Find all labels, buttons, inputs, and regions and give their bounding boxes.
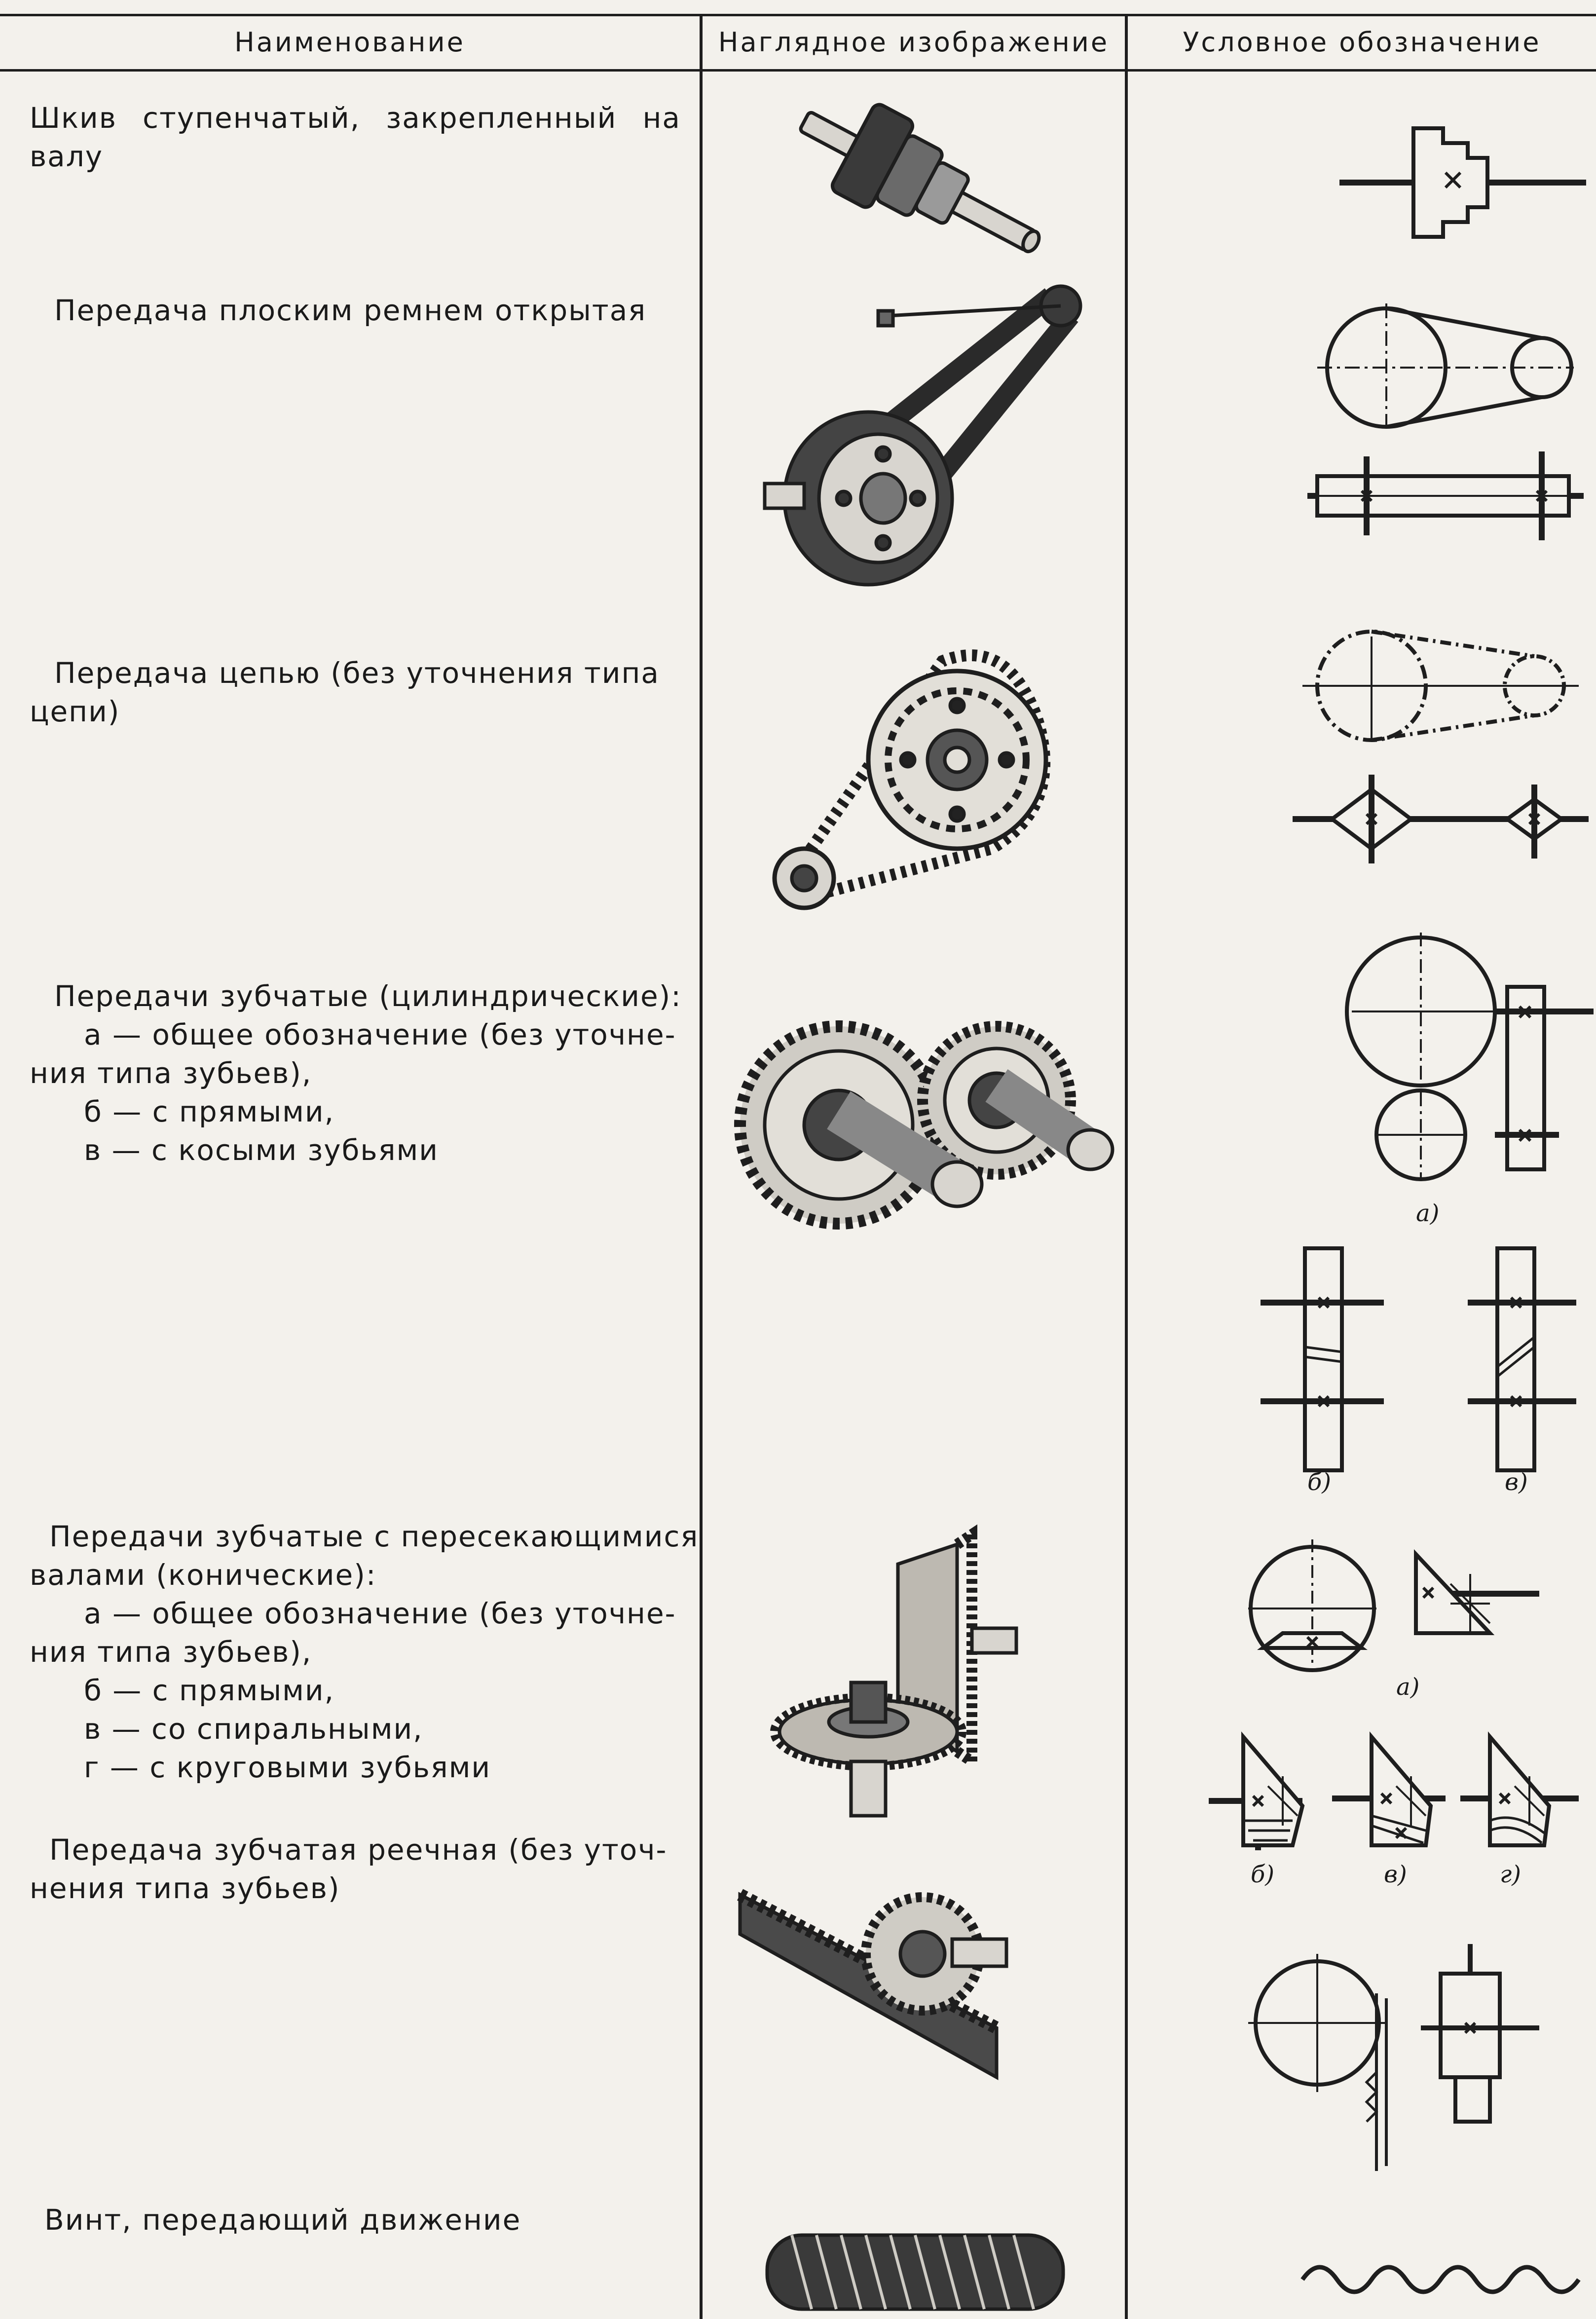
bevel-gears-illustration: [755, 1534, 1031, 1821]
row-stepped-pulley-name: [30, 99, 681, 176]
name-line: Передачи зубчатые с пересекающимися: [49, 1520, 699, 1553]
name-word: Шкив: [30, 101, 117, 135]
bevel-gear-symbol-c: [1332, 1727, 1465, 1890]
flat-belt-symbol: [1307, 303, 1584, 560]
name-line: а — общее обозначение (без уточне-: [84, 1018, 676, 1051]
row-rack-name: [30, 1831, 681, 1908]
name-line: а — общее обозначение (без уточне-: [84, 1597, 676, 1630]
spur-gears-illustration: [725, 962, 1115, 1278]
column-divider-1: [700, 14, 703, 2319]
variant-label-bevel-a: а): [1396, 1673, 1420, 1701]
row-spur-gears-name: [30, 977, 681, 1169]
chain-symbol: [1293, 636, 1589, 878]
stepped-pulley-symbol: [1339, 109, 1586, 257]
variant-label-spur-b: б): [1307, 1468, 1332, 1496]
name-line: г — с круговыми зубьями: [84, 1751, 491, 1784]
variant-label-spur-c: в): [1505, 1468, 1528, 1496]
screw-symbol: [1302, 2250, 1579, 2299]
name-line: б — с прямыми,: [84, 1095, 335, 1128]
name-line: в — с косыми зубьями: [84, 1133, 439, 1167]
row-chain-name: [30, 654, 681, 731]
name-word: на: [642, 101, 681, 135]
name-line: Передача плоским ремнем открытая: [54, 294, 647, 327]
variant-label-bevel-c: в): [1384, 1861, 1407, 1888]
row-bevel-gears-name: [30, 1517, 699, 1787]
bevel-gear-symbol-a: [1233, 1534, 1539, 1712]
header-symbol: Условное обозначение: [1183, 26, 1541, 58]
name-line: ния типа зубьев),: [30, 1635, 312, 1669]
row-screw-name: [30, 2201, 696, 2239]
spur-gear-symbol-b: [1261, 1243, 1384, 1500]
rack-pinion-symbol: [1243, 1924, 1559, 2181]
name-line: ния типа зубьев),: [30, 1056, 312, 1090]
row-flat-belt-name: [30, 291, 705, 330]
flat-belt-illustration: [755, 276, 1090, 582]
name-line: Передачи зубчатые (цилиндрические):: [54, 979, 682, 1013]
name-line: нения типа зубьев): [30, 1871, 340, 1905]
chain-drive-illustration: [760, 641, 1085, 908]
name-line: в — со спиральными,: [84, 1712, 423, 1746]
name-word: ступенчатый,: [143, 101, 361, 135]
name-line: Винт, передающий движение: [44, 2203, 521, 2237]
spur-gear-symbol-a: [1347, 937, 1594, 1227]
name-line: валами (конические):: [30, 1558, 377, 1592]
header-bottom-rule: [0, 69, 1596, 72]
name-line: Передача цепью (без уточнения типа: [54, 656, 660, 690]
variant-label-bevel-d: г): [1500, 1861, 1521, 1888]
bevel-gear-symbol-d: [1460, 1727, 1596, 1890]
name-word: закрепленный: [386, 101, 617, 135]
header-name: Наименование: [234, 26, 465, 58]
name-line: цепи): [30, 695, 120, 728]
variant-label-bevel-b: б): [1251, 1861, 1275, 1888]
name-line: [30, 99, 681, 137]
spur-gear-symbol-c: [1468, 1243, 1591, 1500]
variant-label-spur-a: а): [1416, 1199, 1440, 1227]
rack-pinion-illustration: [730, 1875, 1036, 2082]
name-line: б — с прямыми,: [84, 1674, 335, 1707]
header-picture: Наглядное изображение: [718, 26, 1110, 58]
name-line: Передача зубчатая реечная (без уточ-: [49, 1833, 668, 1867]
name-line: валу: [30, 140, 104, 173]
stepped-pulley-illustration: [784, 99, 1061, 266]
bevel-gear-symbol-b: [1209, 1727, 1332, 1890]
column-divider-2: [1125, 14, 1128, 2319]
screw-illustration: [762, 2220, 1068, 2319]
